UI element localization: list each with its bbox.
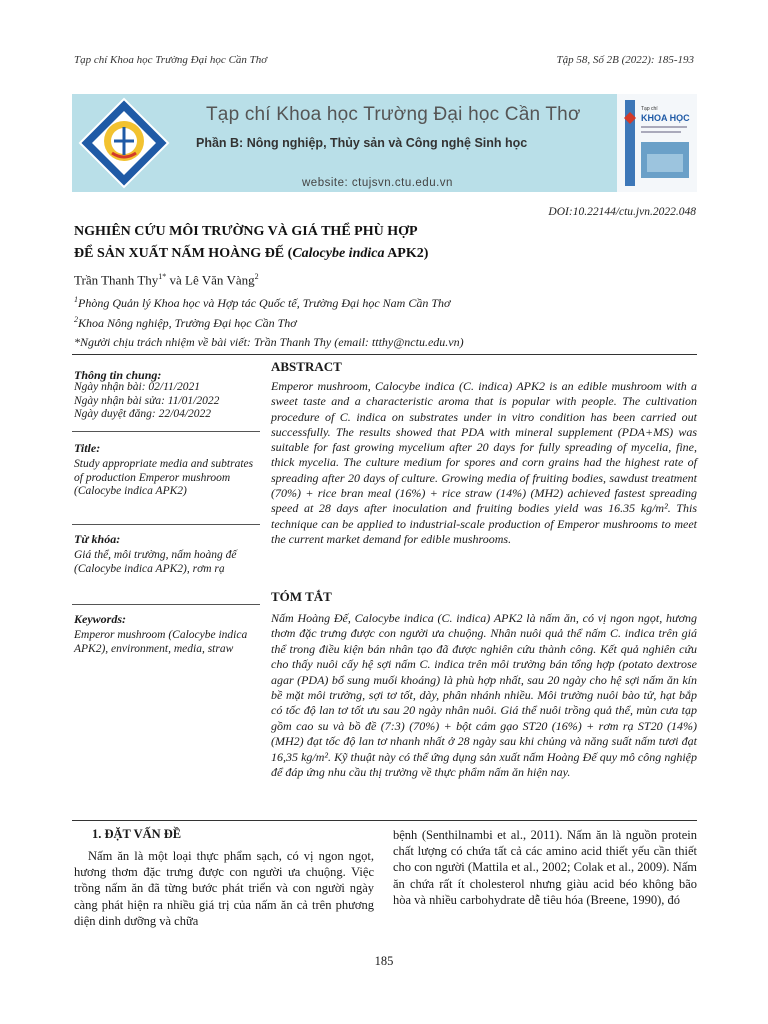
info-heading: Thông tin chung:: [74, 368, 162, 382]
accepted-date: Ngày duyệt đăng: 22/04/2022: [74, 408, 212, 420]
sidebar-divider: [72, 431, 260, 432]
vi-abstract-heading: TÓM TẮT: [271, 589, 332, 604]
english-title-heading: Title:: [74, 441, 101, 455]
vi-abstract-text: Nấm Hoàng Đế, Calocybe indica (C. indica) APK2 là nấm ăn, có vị ngon ngọt, hương thơm đặc trưng được con người ưa chuộng. Nhân nuôi quả thể nấm C. indica trên giá thể trong điều kiện bán nhân tạo đã được nghiên cứu thành công. Kết quả nghiên cứu cho thấy nuôi cấy hệ sợi nấm C. indica trên môi trường bán tổng hợp (potato dextrose agar (PDA) bổ sung muối khoáng) là phù hợp nhất, sau 20 ngày cho hệ sợi nấm ăn kín bề mặt môi trường, sợi tơ tốt, dày, phân nhánh nhiều. Môi trường nuôi bào tử, hạt bắp có tốc độ lan tơ tốt ưu sau 20 ngày nhân nuôi. Giá thể nuôi trồng quả thể, mùn cưa tạp gồm cao su và bồ đề (7:3) (70%) + bột cám gạo ST20 (16%) + rơm rạ ST20 (14%) (MH2) đạt tốc độ lan tơ nhanh nhất ở 28 ngày sau khi chủng và năng suất nấm tươi đạt 16,35 kg/m². Kỹ thuật này có thể ứng dụng sản xuất nấm Hoàng Đế quy mô công nghiệp để đáp ứng nhu cầu thị trường về thực phẩm nấm ăn hiện nay.: [271, 611, 697, 780]
author-list: Trần Thanh Thy$^{1*}$ và Lê Văn Vàng$^2$: [74, 272, 259, 288]
university-logo: [78, 97, 170, 189]
body-column-left: Nấm ăn là một loại thực phẩm sạch, có vị ngon ngọt, hương thơm đặc trưng được con người ưa chuộng. Việc trồng nấm ăn đã từng bước phát triển và con người ngày càng phát hiện ra nhiều giá trị của nấm ăn cả trên phương diện dinh dưỡng và chữa: [74, 849, 374, 928]
received-date: Ngày nhận bài: 02/11/2021: [74, 381, 200, 393]
en-keywords-heading: Keywords:: [74, 612, 126, 626]
running-header-journal: Tạp chí Khoa học Trường Đại học Cần Thơ: [74, 54, 268, 66]
en-keywords: Emperor mushroom (Calocybe indica APK2), environment, media, straw: [74, 629, 248, 655]
doi: DOI:10.22144/ctu.jvn.2022.048: [548, 206, 696, 218]
abstract-heading: ABSTRACT: [271, 359, 342, 374]
article-title-line-2: ĐỂ SẢN XUẤT NẤM HOÀNG ĐẾ (Calocybe indica APK2): [74, 246, 429, 261]
divider-bottom: [72, 820, 697, 821]
svg-text:KHOA HỌC: KHOA HỌC: [641, 113, 690, 123]
article-dates: [74, 381, 259, 422]
article-title-line-1: NGHIÊN CỨU MÔI TRƯỜNG VÀ GIÁ THỂ PHÙ HỢP: [74, 224, 418, 239]
english-title: Study appropriate media and subtrates of production Emperor mushroom (Calocybe indica APK2): [74, 458, 254, 497]
abstract-text: Emperor mushroom, Calocybe indica (C. indica) APK2 is an edible mushroom with a sweet taste and a characteristic aroma that is popular with people. The cultivation procedure of C. indica on substrates under in vitro condition has been carried out successfully. The results showed that PDA with mineral supplement (PDA+MS) was suitable for fast growing mycelium after 20 days for fully spreading of mycelia, fine, thick mycelia. The culture medium for spores and corn grains had the highest rate of spreading after 20 days of culture. Growing media of fruiting bodies, sawdust treatment (70%) + rice bran meal (16%) + rice straw (14%) (MH2) achieved fastest spreading speed at 28 days after inoculation and fruiting bodies yield was 16.35 kg/m². This technique can be applied to industrial-scale production of Emperor mushrooms to meet the current market demand for edible mushrooms.: [271, 379, 697, 546]
body-column-right: bệnh (Senthilnambi et al., 2011). Nấm ăn là nguồn protein chất lượng có chứa tất cả các amino acid thiết yếu cần thiết cho con người (Mattila et al., 2002; Colak et al., 2009). Nấm ăn chứa rất ít cholesterol nhưng giàu acid béo không bão hòa và nhiều carbohydrate dễ tiêu hóa (Breene, 1990), đó: [393, 828, 697, 907]
sidebar-divider: [72, 604, 260, 605]
affiliation-1: $^1$Phòng Quản lý Khoa học và Hợp tác Quốc tế, Trường Đại học Nam Cần Thơ: [74, 295, 451, 310]
affiliation-2: $^2$Khoa Nông nghiệp, Trường Đại học Cần Thơ: [74, 315, 297, 330]
banner-title: Tạp chí Khoa học Trường Đại học Cần Thơ: [206, 104, 581, 125]
vi-keywords: Giá thể, môi trường, nấm hoàng đế (Calocybe indica APK2), rơm rạ: [74, 549, 237, 575]
vi-keywords-heading: Từ khóa:: [74, 532, 121, 546]
page-number: 185: [374, 954, 394, 968]
sidebar-divider: [72, 524, 260, 525]
corresponding-author: *Người chịu trách nhiệm về bài viết: Trần Thanh Thy (email: ttthy@nctu.edu.vn): [74, 335, 464, 349]
banner-website: website: ctujsvn.ctu.edu.vn: [302, 177, 453, 189]
journal-banner: [72, 94, 697, 192]
running-header-volume: Tập 58, Số 2B (2022): 185-193: [556, 54, 694, 66]
section-heading-introduction: 1. ĐẶT VẤN ĐỀ: [92, 827, 182, 841]
journal-cover-thumbnail: [617, 94, 697, 192]
banner-subtitle: Phần B: Nông nghiệp, Thủy sản và Công nghệ Sinh học: [196, 136, 528, 150]
revised-date: Ngày nhận bài sửa: 11/01/2022: [74, 394, 220, 407]
svg-text:Tạp chí: Tạp chí: [641, 106, 658, 112]
divider-top: [72, 354, 697, 355]
